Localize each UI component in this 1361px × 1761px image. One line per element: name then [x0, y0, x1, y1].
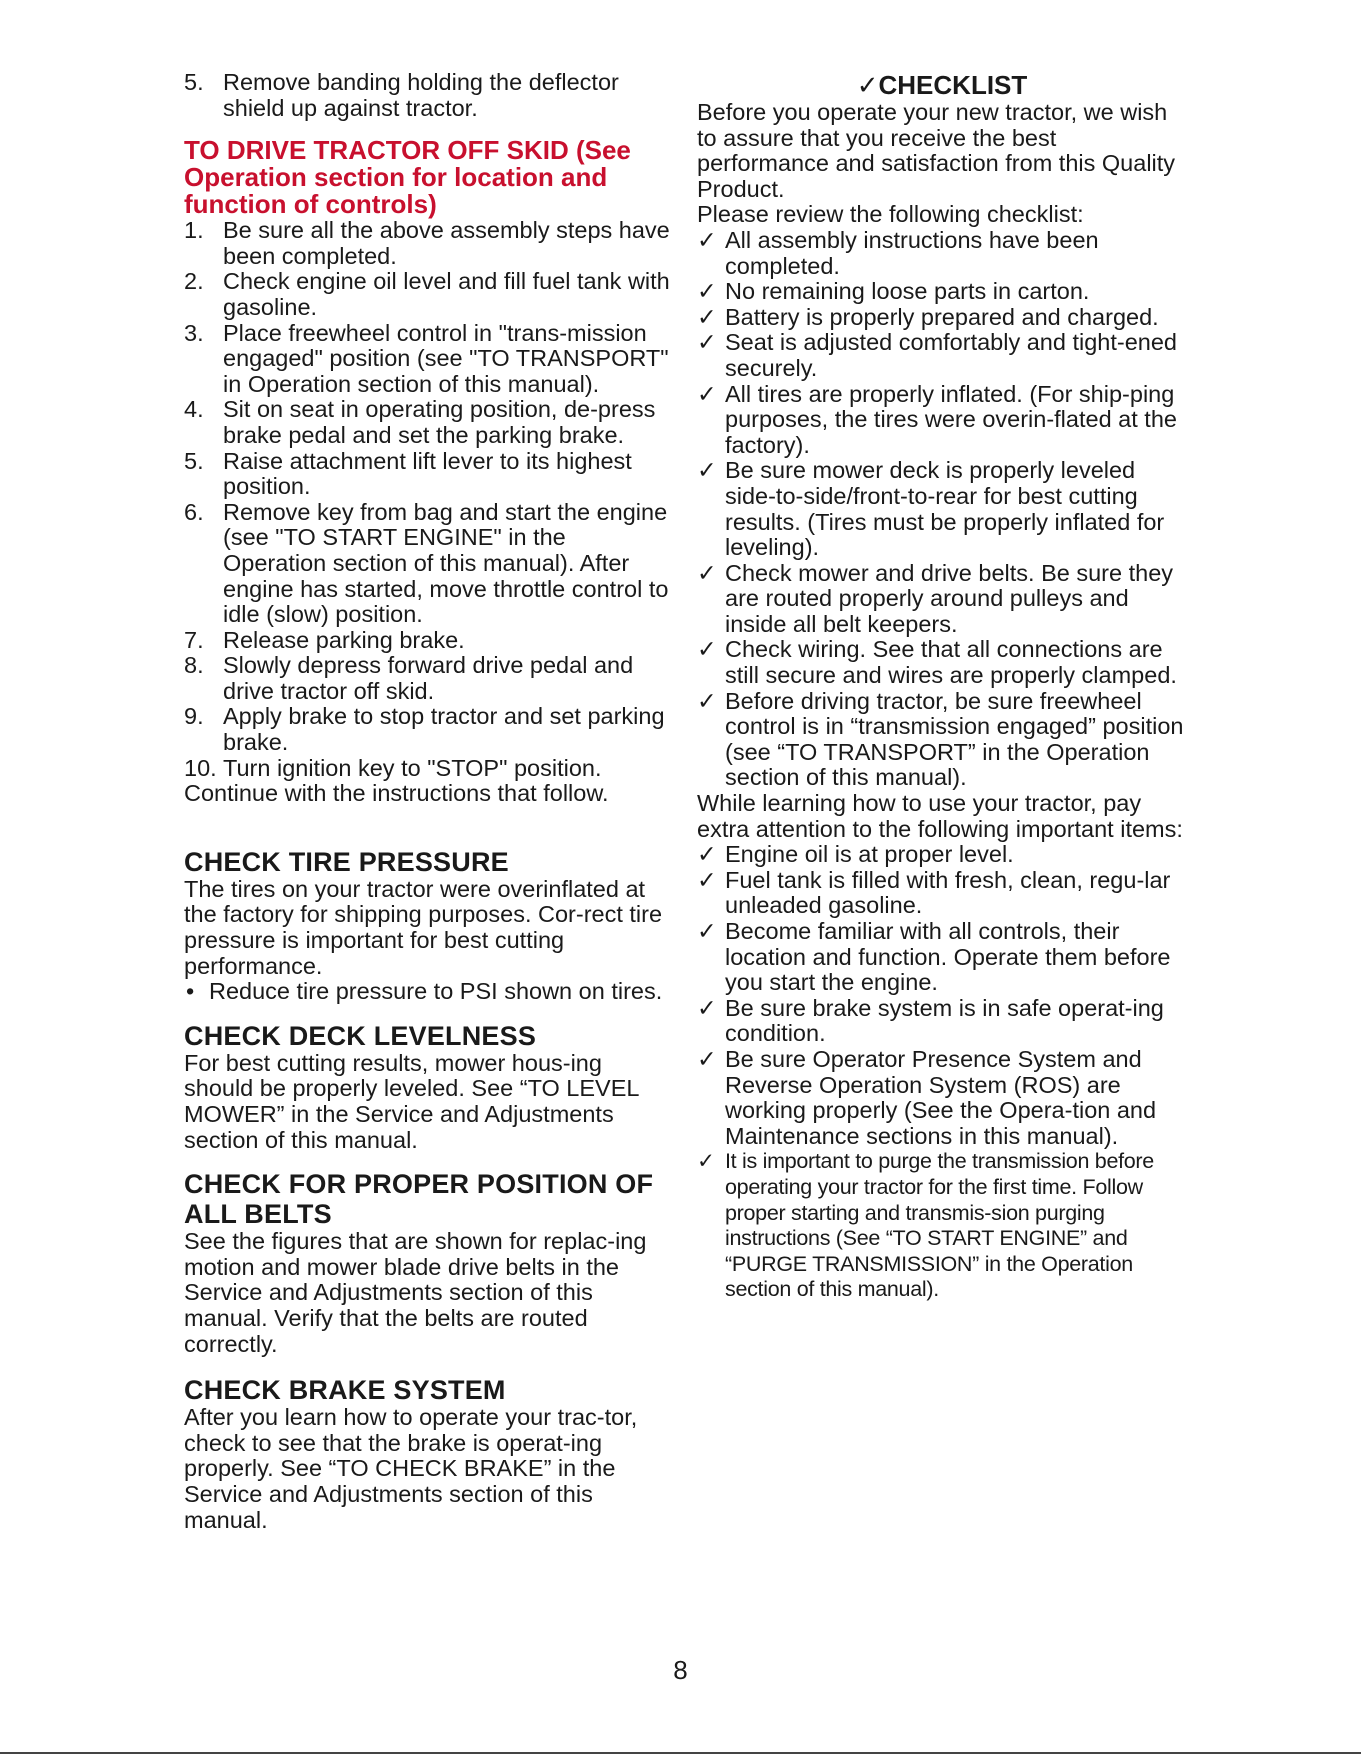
check-text: Fuel tank is filled with fresh, clean, regu-lar unleaded gasoline. — [725, 866, 1171, 919]
step-text: Slowly depress forward drive pedal and drive tractor off skid. — [223, 652, 634, 704]
checkmark-icon: ✓ — [697, 687, 717, 714]
check-text: Before driving tractor, be sure freewheel control is in “transmission engaged” position (see “TO TRANSPORT” in the Operation section of this manual). — [725, 687, 1184, 791]
list-item — [697, 458, 1187, 560]
list-item — [184, 704, 674, 755]
list-item — [697, 228, 1187, 279]
check-text: Battery is properly prepared and charged. — [725, 303, 1159, 330]
belts-text: See the figures that are shown for replac-ing motion and mower blade drive belts in the Service and Adjustments section of this manual. Verify that the belts are routed correctly. — [184, 1228, 647, 1357]
checkmark-icon: ✓ — [697, 866, 717, 893]
checkmark-icon: ✓ — [697, 278, 717, 305]
list-item — [184, 979, 674, 1005]
step-text: Remove banding holding the deflector shield up against tractor. — [223, 69, 619, 121]
step-number: 4. — [184, 396, 204, 423]
step-text: Turn ignition key to "STOP" position. — [223, 754, 602, 781]
brake-system-text: After you learn how to operate your trac-tor, check to see that the brake is operat-ing properly. See “TO CHECK BRAKE” in the Service and Adjustments section of this manual. — [184, 1404, 638, 1533]
step-text: Check engine oil level and fill fuel tank with gasoline. — [223, 268, 670, 320]
list-item — [184, 321, 674, 398]
checkmark-icon: ✓ — [697, 380, 717, 407]
list-item — [697, 842, 1187, 868]
list-item — [184, 269, 674, 320]
list-item — [184, 397, 674, 448]
step-text: Remove key from bag and start the engine (see "TO START ENGINE" in the Operation section of this manual). After engine has started, move throttle control to idle (slow) position. — [223, 498, 669, 628]
checkmark-icon: ✓ — [697, 329, 717, 356]
step-text: Apply brake to stop tractor and set parking brake. — [223, 703, 665, 756]
checkmark-icon: ✓ — [697, 636, 717, 663]
tire-pressure-text: The tires on your tractor were overinflated at the factory for shipping purposes. Cor-rect tire pressure is important for best cutting performance. — [184, 875, 663, 979]
list-item — [697, 1149, 1187, 1303]
list-item — [697, 919, 1187, 996]
step-text: Be sure all the above assembly steps have been completed. — [223, 217, 670, 269]
checkmark-icon: ✓ — [697, 226, 717, 253]
list-item — [184, 628, 674, 654]
step-number: 3. — [184, 319, 204, 346]
checkmark-icon: ✓ — [697, 918, 717, 944]
list-item — [697, 1047, 1187, 1149]
check-text: It is important to purge the transmission before operating your tractor for the first time. Follow proper starting and transmis-sion purging instructions (See “TO START ENGINE” and “PURGE TRANSMISSION” in the Operation section of this manual). — [725, 1149, 1154, 1302]
check-text: Be sure brake system is in safe operat-ing condition. — [725, 994, 1164, 1047]
list-item — [184, 653, 674, 704]
check-text: All assembly instructions have been completed. — [725, 226, 1099, 279]
check-text: Check wiring. See that all connections are still secure and wires are properly clamped. — [725, 636, 1177, 689]
list-item — [697, 279, 1187, 305]
step-number: 1. — [184, 217, 204, 244]
checkmark-icon: ✓ — [697, 559, 717, 586]
check-text: All tires are properly inflated. (For ship-ping purposes, the tires were overin-flated at the factory). — [725, 380, 1177, 458]
page-divider — [0, 1752, 1361, 1754]
check-text: Seat is adjusted comfortably and tight-ened securely. — [725, 329, 1177, 381]
list-item — [697, 330, 1187, 381]
deck-levelness-text: For best cutting results, mower hous-ing should be properly leveled. See “TO LEVEL MOWER” in the Service and Adjustments section of this manual. — [184, 1049, 639, 1153]
step-number: 9. — [184, 703, 204, 730]
brake-system-heading: CHECK BRAKE SYSTEM — [184, 1375, 506, 1406]
tire-pressure-heading: CHECK TIRE PRESSURE — [184, 846, 509, 877]
checkmark-icon: ✓ — [697, 1045, 717, 1072]
step-text: Sit on seat in operating position, de-press brake pedal and set the parking brake. — [223, 396, 656, 448]
right-column — [697, 70, 1187, 1303]
list-item — [184, 756, 674, 782]
list-item — [697, 305, 1187, 331]
bullet-text: Reduce tire pressure to PSI shown on tires. — [209, 978, 663, 1005]
check-text: Be sure Operator Presence System and Reverse Operation System (ROS) are working properly (See the Opera-tion and Maintenance sections in this manual). — [725, 1045, 1157, 1149]
drive-off-skid-heading: TO DRIVE TRACTOR OFF SKID (See Operation section for location and function of controls) — [184, 135, 631, 220]
checkmark-icon: ✓ — [697, 457, 717, 484]
checklist-title: ✓CHECKLIST — [856, 70, 1028, 100]
step-number: 7. — [184, 626, 204, 653]
list-item — [697, 868, 1187, 919]
list-item — [697, 689, 1187, 791]
checkmark-icon: ✓ — [697, 1149, 715, 1174]
check-text: Engine oil is at proper level. — [725, 841, 1014, 868]
checklist-intro-text: Before you operate your new tractor, we wish to assure that you receive the best performance and satisfaction from this Quality Product. — [697, 99, 1176, 202]
checkmark-icon: ✓ — [697, 303, 717, 330]
list-item — [184, 218, 674, 269]
checkmark-icon: ✓ — [697, 841, 717, 868]
checkmark-icon: ✓ — [697, 994, 717, 1021]
belts-heading: CHECK FOR PROPER POSITION OF ALL BELTS — [184, 1169, 654, 1230]
check-text: Become familiar with all controls, their location and function. Operate them before you start the engine. — [725, 918, 1171, 996]
step-number: 10. — [184, 754, 217, 781]
list-item — [697, 382, 1187, 459]
step-text: Place freewheel control in "trans-mission engaged" position (see "TO TRANSPORT" in Operation section of this manual). — [223, 319, 669, 397]
step-text: Release parking brake. — [223, 626, 465, 653]
step-number: 5. — [184, 447, 204, 474]
check-text: Check mower and drive belts. Be sure they are routed properly around pulleys and inside all belt keepers. — [725, 559, 1174, 637]
list-item — [697, 996, 1187, 1047]
deck-levelness-heading: CHECK DECK LEVELNESS — [184, 1020, 537, 1051]
intro-step — [184, 70, 674, 121]
continue-text: Continue with the instructions that follow. — [184, 780, 609, 807]
checklist-items — [697, 228, 1187, 791]
list-item — [697, 637, 1187, 688]
page-number: 8 — [673, 1655, 688, 1685]
list-item — [184, 500, 674, 628]
left-column — [184, 70, 674, 1533]
step-number: 6. — [184, 498, 204, 525]
checklist-review-text: Please review the following checklist: — [697, 201, 1084, 228]
step-number: 2. — [184, 268, 204, 295]
learning-items — [697, 842, 1187, 1303]
check-text: No remaining loose parts in carton. — [725, 278, 1090, 305]
drive-steps-list — [184, 218, 674, 781]
step-number: 8. — [184, 652, 204, 679]
check-text: Be sure mower deck is properly leveled side-to-side/front-to-rear for best cutting results. (Tires must be properly inflated for leveling). — [725, 457, 1165, 561]
step-text: Raise attachment lift lever to its highest position. — [223, 447, 632, 500]
learning-text: While learning how to use your tractor, pay extra attention to the following important items: — [697, 790, 1183, 842]
list-item — [697, 561, 1187, 638]
list-item — [184, 449, 674, 500]
bullet-icon: • — [186, 978, 195, 1005]
step-number: 5. — [184, 69, 204, 95]
